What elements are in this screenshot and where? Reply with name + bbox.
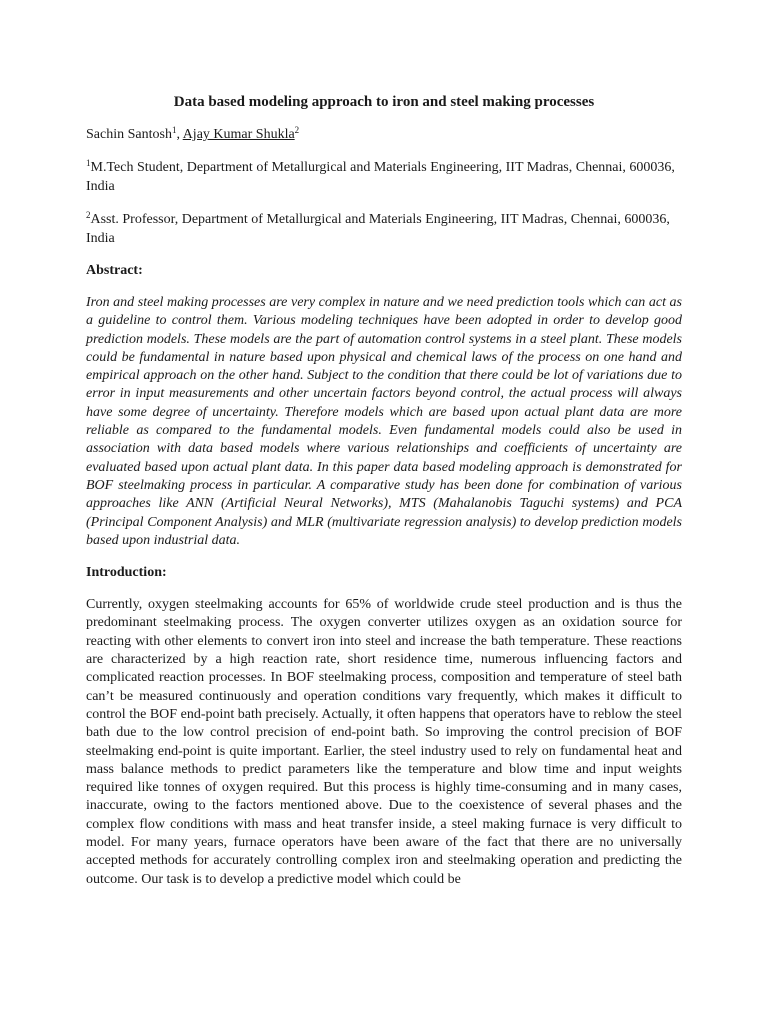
author-affiliation-marker: 2 — [294, 125, 300, 135]
author-affiliation-marker: 1 — [171, 125, 177, 135]
author-separator: , — [176, 127, 183, 142]
paper-page — [86, 92, 682, 889]
author-line — [86, 126, 682, 144]
affiliation-marker: 2 — [86, 210, 91, 220]
affiliation-text: M.Tech Student, Department of Metallurgical and Materials Engineering, IIT Madras, Chennai, 600036, India — [86, 160, 675, 194]
affiliation-marker: 1 — [86, 158, 91, 168]
introduction-heading: Introduction: — [86, 565, 167, 581]
abstract-heading: Abstract: — [86, 263, 143, 278]
paper-title: Data based modeling approach to iron and steel making processes — [173, 94, 595, 110]
introduction-text: Currently, oxygen steelmaking accounts for 65% of worldwide crude steel production and is thus the predominant steelmaking process. The oxygen converter utilizes oxygen as an oxidation source for reacting with other elements to convert iron into steel and increase the bath temperature. These reactions are characterized by a high reaction rate, short residence time, numerous influencing factors and complicated reaction processes. In BOF steelmaking process, composition and temperature of steel bath can’t be measured continuously and operation conditions vary frequently, which makes it difficult to control the BOF end-point bath precisely. Actually, it often happens that operators have to reblow the steel bath due to the low control precision of end-point bath. So improving the control precision of BOF steelmaking end-point is quite important. Earlier, the steel industry used to rely on fundamental heat and mass balance methods to predict parameters like the temperature and blow time and input weights required like tonnes of oxygen required. But this process is highly time-consuming and in many cases, inaccurate, owing to the factors mentioned above. Due to the coexistence of several phases and the complex flow conditions with mass and heat transfer inside, a steel making furnace is very difficult to model. For many years, furnace operators have been aware of the fact that there are no universally accepted methods for accurately controlling complex iron and steelmaking operation and predicting the outcome. Our task is to develop a predictive model which could be — [86, 597, 682, 887]
affiliation — [86, 158, 682, 196]
author-name: Sachin Santosh — [86, 127, 172, 142]
affiliation — [86, 210, 682, 248]
affiliation-text: Asst. Professor, Department of Metallurgical and Materials Engineering, IIT Madras, Chennai, 600036, India — [86, 212, 670, 246]
author-name-link[interactable]: Ajay Kumar Shukla — [182, 127, 295, 142]
abstract-text: Iron and steel making processes are very complex in nature and we need prediction tools which can act as a guideline to control them. Various modeling techniques have been adopted in order to develop good prediction models. These models are the part of automation control systems in a steel plant. These models could be fundamental in nature based upon physical and chemical laws of the process on one hand and empirical approach on the other hand. Subject to the condition that there could be lot of variations due to error in input measurements and other uncertain factors beyond control, the actual process will always have some degree of uncertainty. Therefore models which are based upon actual plant data are more reliable as compared to the fundamental models. Even fundamental models could also be used in association with data based models where various relationships and coefficients of uncertainty are evaluated based upon actual plant data. In this paper data based modeling approach is demonstrated for BOF steelmaking process in particular. A comparative study has been done for combination of various approaches like ANN (Artificial Neural Networks), MTS (Mahalanobis Taguchi systems) and PCA (Principal Component Analysis) and MLR (multivariate regression analysis) to develop prediction models based upon industrial data. — [86, 295, 682, 548]
